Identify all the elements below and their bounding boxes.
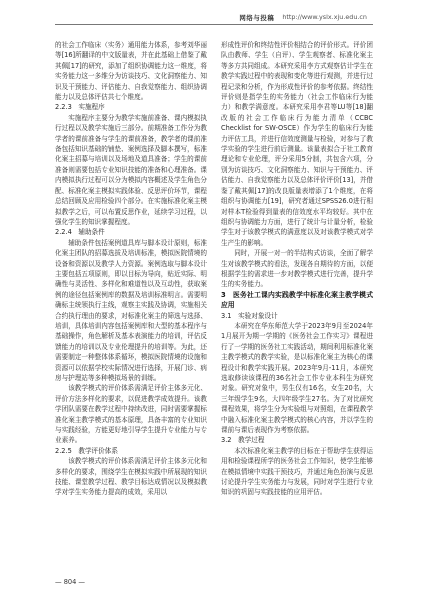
paragraph: 辅助条件包括案例道具库与脚本设计原则，标准化案主团队的招募选拔及培训标准，模拟医院情境的设备和资源以及教学人力资源。案例选取与脚本设计主要包括五项原则，即以目标为导向，贴近实际、明确性与灵活性、多样化和难道性以及互动性，获取案例的途径包括案例库的数据及培训标准明言。需要明确标主统领执行主线，观察主实践及协调，实施相关合约执行理由的要求，对标准化案主的筛选与选择、培训，具体培训内容包括案例库和大型的基本程序与基础操作，角色解析及基本表演能力的培训，评估反馈能力的培训以及专业伦理提升的培训等。为此，还需要制定一种整体体系循环，模拟医院情境的设施和资源可以依据学校实际情况进行选择，开展门诊、病房与护理站等多种模拟场景的训练。 <box>55 238 207 382</box>
paragraph: 的社会工作临床（实务）通用能力体系，参考刘华丽等[16]所翻译的中文版量表，并在此基础上借鉴了戴其佩[17]的研究，添加了组织协调能力这一维度，将实务能力这一多维分为访谈技巧、文化洞察能力、知识及干预能力、评估能力、自我觉察能力、组织协调能力以及总体评估共七个维度。 <box>55 41 207 102</box>
section-heading-2-2-4: 2.2.4 辅助条件 <box>55 228 105 237</box>
left-column <box>55 40 207 560</box>
paragraph: 该教学模式的评价体系需满足评价主体多元化、评价方法多样化的要求，以促进教学成效提升。该教学团队需要在教学过程中持续改进，同时需要掌握标准化案主教学模式的基本原理，具备丰富的专业知识与实践经验，方能更好地引导学生提升专业能力与专业素养。 <box>55 384 207 445</box>
section-heading-3-2: 3.2 教学过程 <box>221 436 265 445</box>
paragraph: 实施程序主要分为教学实施前准备、课内模拟执行过程以及教学实施后三部分。前期准备工作分为教学者的课前准备与学生的课前准备，教学者的课前准备包括知识基础的铺垫、案例选择及脚本撰写，标准化案主招募与培训以及场地及道具准备；学生的课前准备则需要包括专业知识技能的准备和心理准备。课内模拟执行过程可以分为模拟内容概述及学生角色分配、标准化案主模拟实践体验、反思评价环节，课程总结回顾及应用检验四个部分。在实施标准化案主模拟教学之后，可以布置反思作业，延续学习过程，以强化学生的知识掌握程度。 <box>55 113 207 226</box>
paragraph: 形成性评价和终结性评价相结合的评价形式。评价团队由教师、学生（自评）、学生观察者、标准化案主等多方共同组成。本研究采用李方式观察估计学生在教学实践过程中的表现和变化等进行观测，并进行过程记录和分析，作为形成性评价的参考依据。终结性评价则是指学生的实务能力（社会工作临床行为能力）和教学满意度。本研究采用李君等LU等[18]翻改版的社会工作临床行为能力清单（CCBC Checklist for SW-OSCE）作为学生的临床行为能力评估工具，并进行信效度测量与检验，对参与了教学实验的学生进行前后测量。该量表拟合于社工教育理论和专业伦理，评分采用5分制，共包含六项，分别为访谈技巧、文化洞察能力、知识与干预能力、评估能力、自我觉察能力以及总体评价评价[13]，并借鉴了戴其佩[17]的改良版量表增添了1个维度，在将组织与协调能力[19]，研究者通过SPSS26.0进行相对样本T检验得到量表的信效度水平均较好。其中在组织与协调能力方面，进行了统计与计量分析，检验学生对于该教学模式的满意度以及对该教学模式对学生产生的影响。 <box>221 41 373 247</box>
journal-name: 网络与投稿 <box>239 13 275 22</box>
section-heading-3-1: 3.1 实验对象设计 <box>221 311 278 320</box>
paragraph: 本研究在华东师范大学于2023年9月至2024年1月展开为期一学期的《医务社会工作实习》课程进行了一学期的医务社工实践活动，期间利用标准化案主教学模式的教学实验，是以标准化案主为核心的课程设计和教学实践开展。2023年9月-11月，本研究选取修读该课程的36名社会工作专业本科生为研究对象。研究对象中，男生仅有16名，女生20名，大三年级学生9名，大四年级学生27名。为了对比研究课程效果，将学生分为实验组与对照组，在课程教学中融入标准化案主教学模式的核心内容，并以学生的课前与课后表现作为考察依据。 <box>221 321 373 435</box>
page-number: — 804 — <box>55 578 85 586</box>
journal-url[interactable]: http://www.yslx.xju.edu.cn <box>282 13 367 21</box>
section-heading-2-2-3: 2.2.3 实施程序 <box>55 103 105 112</box>
section-heading-2-2-5: 2.2.5 教学评价体系 <box>55 446 118 455</box>
running-header <box>239 11 367 23</box>
right-column <box>221 40 373 560</box>
paragraph: 该教学模式的评价体系需满足评价主体多元化和多样化的要求，围绕学生在模拟实践中所展现的知识技能、课堂教学过程、教学目标达成情况以及模拟教学对学生实务能力提高的成效，采用以 <box>55 457 207 497</box>
paragraph: 同时，开展一对一的半结构式访谈，全面了解学生对该教学模式的看法，发现各自期待的方面，以便根据学生的需求进一步对教学模式进行完善，提升学生的实务能力。 <box>221 249 373 289</box>
paragraph: 本次标准化案主教学的目标在于帮助学生获得运用和检验课程所学的医务社会工作知识，使学生能够在模拟情境中实践干预技巧，并通过角色扮演与反思讨论提升学生实务能力与发展，同时对学生进行专业知识的巩固与实践技能的应用评估。 <box>221 446 373 497</box>
header-rule <box>55 24 373 25</box>
section-heading-3: 3 医务社工课内实践教学中标准化案主教学模式应用 <box>221 290 373 310</box>
